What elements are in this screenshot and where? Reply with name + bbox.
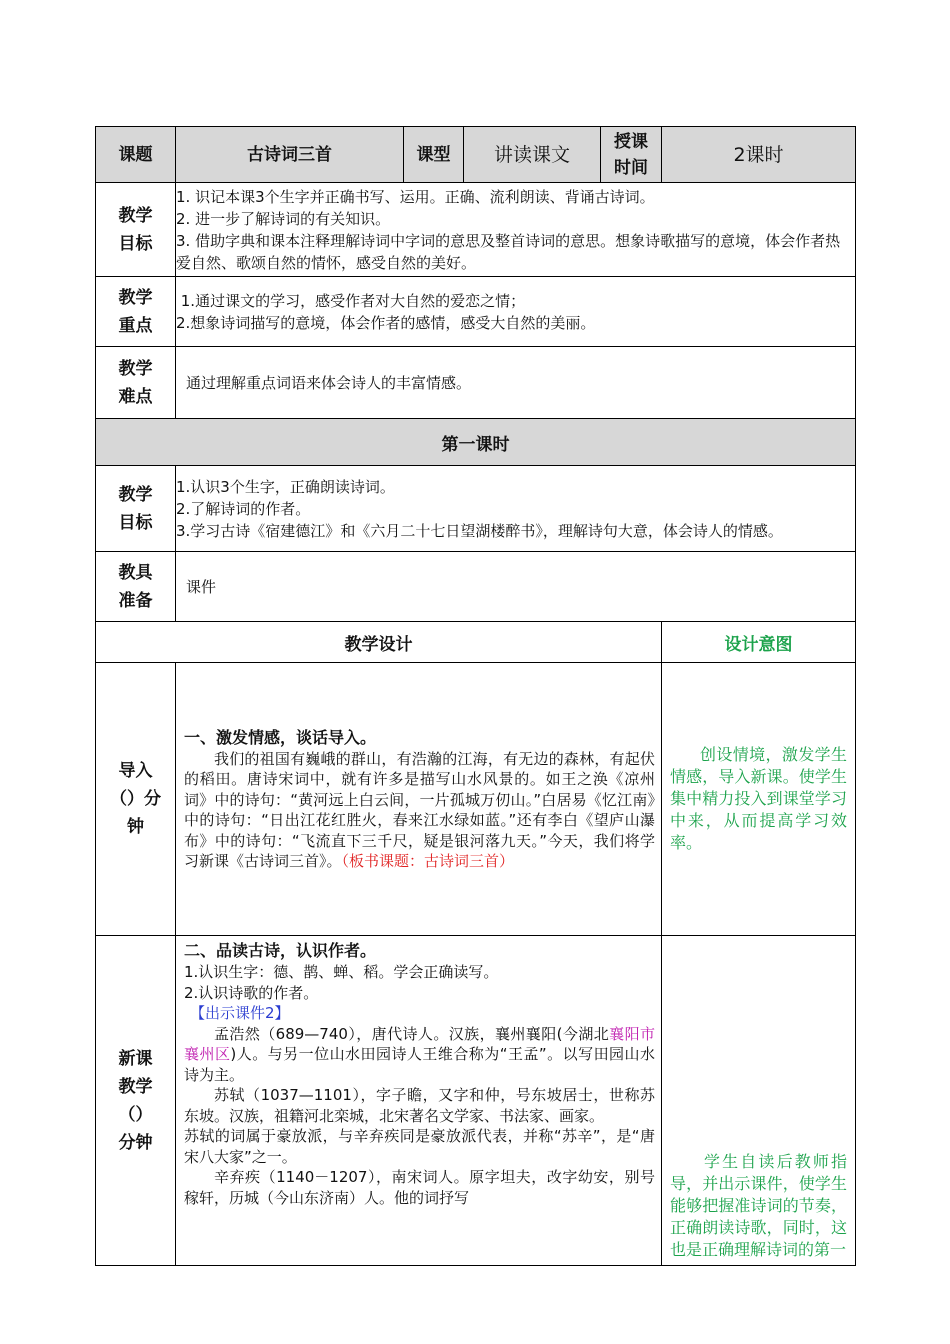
new-lesson-label-line1: 新课 xyxy=(118,1048,153,1069)
intro-row xyxy=(96,663,856,936)
lesson-plan-table xyxy=(95,126,856,1266)
intent-header: 设计意图 xyxy=(662,622,856,663)
intro-content xyxy=(176,663,662,936)
type-value: 讲读课文 xyxy=(464,127,601,183)
tools-label xyxy=(96,552,176,622)
goal-line-1: 1. 识记本课3个生字并正确书写、运用。正确、流利朗读、背诵古诗词。 xyxy=(176,187,655,206)
goals-label-line2: 目标 xyxy=(118,233,153,254)
goals-label xyxy=(96,183,176,277)
new-lesson-label-line3: （） xyxy=(118,1104,153,1125)
new-lesson-item1: 1.认识生字：德、鹊、蝉、稻。学会正确读写。 xyxy=(184,963,499,981)
tools-row xyxy=(96,552,856,622)
difficulties-content: 通过理解重点词语来体会诗人的丰富情感。 xyxy=(176,347,856,419)
hours-value: 2课时 xyxy=(662,127,856,183)
intro-intent-text: 创设情境，激发学生情感，导入新课。使学生集中精力投入到课堂学习中来，从而提高学习效率。 xyxy=(670,745,847,852)
intro-body-text: 我们的祖国有巍峨的群山，有浩瀚的江海，有无边的森林，有起伏的稻田。唐诗宋词中，就有许多是描写山水风景的。如王之涣《凉州词》中的诗句：“黄河远上白云间，一片孤城万仞山。”白居易《忆江南》中的诗句：“日出江花红胜火，春来江水绿如蓝。”还有李白《望庐山瀑布》中的诗句：“飞流直下三千尺，疑是银河落九天。”今天，我们将学习新课《古诗词三首》。 xyxy=(184,749,655,870)
header-row xyxy=(96,127,856,183)
tools-label-line2: 准备 xyxy=(118,590,153,611)
lesson1-title-row xyxy=(96,419,856,466)
intro-title: 一、激发情感，谈话导入。 xyxy=(184,727,377,747)
lesson1-goals-label-line1: 教学 xyxy=(118,484,153,505)
intro-body xyxy=(184,749,655,872)
intro-label-line1: 导入 xyxy=(118,761,153,781)
lesson1-goals-label xyxy=(96,466,176,552)
su-paragraph-a: 苏轼（1037—1101），字子瞻，又字和仲，号东坡居士，世称苏东坡。汉族，祖籍河北栾城，北宋著名文学家、书法家、画家。 xyxy=(184,1086,655,1125)
tools-label-line1: 教具 xyxy=(118,562,153,583)
goals-row xyxy=(96,183,856,277)
courseware-note: 【出示课件2】 xyxy=(190,1004,290,1022)
key-point-line-2: 2.想象诗词描写的意境，体会作者的感情，感受大自然的美丽。 xyxy=(176,313,596,332)
topic-label: 课题 xyxy=(96,127,176,183)
meng-text-a: 孟浩然（689—740），唐代诗人。汉族，襄州襄阳(今湖北 xyxy=(214,1024,610,1043)
key-points-label-line1: 教学 xyxy=(118,287,153,308)
meng-text-b: )人。与另一位山水田园诗人王维合称为“王孟”。以写田园山水诗为主。 xyxy=(184,1045,655,1084)
goal-line-2: 2. 进一步了解诗词的有关知识。 xyxy=(176,209,391,228)
difficulties-row xyxy=(96,347,856,419)
key-point-line-1: 1.通过课文的学习，感受作者对大自然的爱恋之情； xyxy=(176,291,526,310)
design-header: 教学设计 xyxy=(96,622,662,663)
topic-value: 古诗词三首 xyxy=(176,127,404,183)
time-label-line2: 时间 xyxy=(614,157,648,178)
type-label: 课型 xyxy=(404,127,464,183)
difficulties-label-line1: 教学 xyxy=(118,358,153,379)
new-lesson-row xyxy=(96,936,856,1266)
key-points-label-line2: 重点 xyxy=(118,315,153,336)
key-points-label xyxy=(96,277,176,347)
intro-board-note: （板书课题：古诗词三首） xyxy=(341,852,515,870)
lesson1-title: 第一课时 xyxy=(96,419,856,466)
new-lesson-content xyxy=(176,936,662,1266)
goals-content xyxy=(176,183,856,277)
lesson1-goals-content xyxy=(176,466,856,552)
lesson1-goals-row xyxy=(96,466,856,552)
tools-content: 课件 xyxy=(176,552,856,622)
intro-intent xyxy=(662,663,856,936)
lesson1-goal-line-1: 1.认识3个生字，正确朗读诗词。 xyxy=(176,477,395,496)
new-lesson-label-line4: 分钟 xyxy=(118,1132,153,1153)
new-lesson-title: 二、品读古诗，认识作者。 xyxy=(184,941,377,960)
time-label-line1: 授课 xyxy=(614,131,648,152)
design-header-row xyxy=(96,622,856,663)
meng-highlight: 襄阳市襄州区 xyxy=(184,1024,655,1063)
lesson1-goal-line-2: 2.了解诗词的作者。 xyxy=(176,499,311,518)
new-lesson-intent xyxy=(662,936,856,1266)
difficulties-label-line2: 难点 xyxy=(118,386,153,407)
difficulties-label xyxy=(96,347,176,419)
key-points-row xyxy=(96,277,856,347)
new-lesson-label-line2: 教学 xyxy=(118,1076,153,1097)
lesson1-goal-line-3: 3.学习古诗《宿建德江》和《六月二十七日望湖楼醉书》，理解诗句大意，体会诗人的情感。 xyxy=(176,521,783,540)
xin-paragraph: 辛弃疾（1140－1207），南宋词人。原字坦夫，改字幼安，别号稼轩，历城（今山东济南）人。他的词抒写 xyxy=(184,1168,655,1207)
new-lesson-intent-text: 学生自读后教师指导，并出示课件，使学生能够把握准诗词的节奏，正确朗读诗歌，同时，这也是正确理解诗词的第一 xyxy=(670,1152,847,1259)
intro-label-line3: 钟 xyxy=(127,817,144,837)
goal-line-3: 3. 借助字典和课本注释理解诗词中字词的意思及整首诗词的意思。想象诗歌描写的意境，体会作者热爱自然、歌颂自然的情怀，感受自然的美好。 xyxy=(176,231,841,272)
new-lesson-item2: 2.认识诗歌的作者。 xyxy=(184,983,319,1002)
intro-label xyxy=(96,663,176,936)
goals-label-line1: 教学 xyxy=(118,205,153,226)
meng-paragraph xyxy=(184,1024,655,1086)
time-label xyxy=(601,127,662,183)
intro-label-line2: （）分 xyxy=(110,789,161,809)
key-points-content xyxy=(176,277,856,347)
new-lesson-label xyxy=(96,936,176,1266)
su-paragraph-b: 苏轼的词属于豪放派，与辛弃疾同是豪放派代表，并称“苏辛”，是“唐宋八大家”之一。 xyxy=(184,1127,655,1166)
lesson1-goals-label-line2: 目标 xyxy=(118,512,153,533)
